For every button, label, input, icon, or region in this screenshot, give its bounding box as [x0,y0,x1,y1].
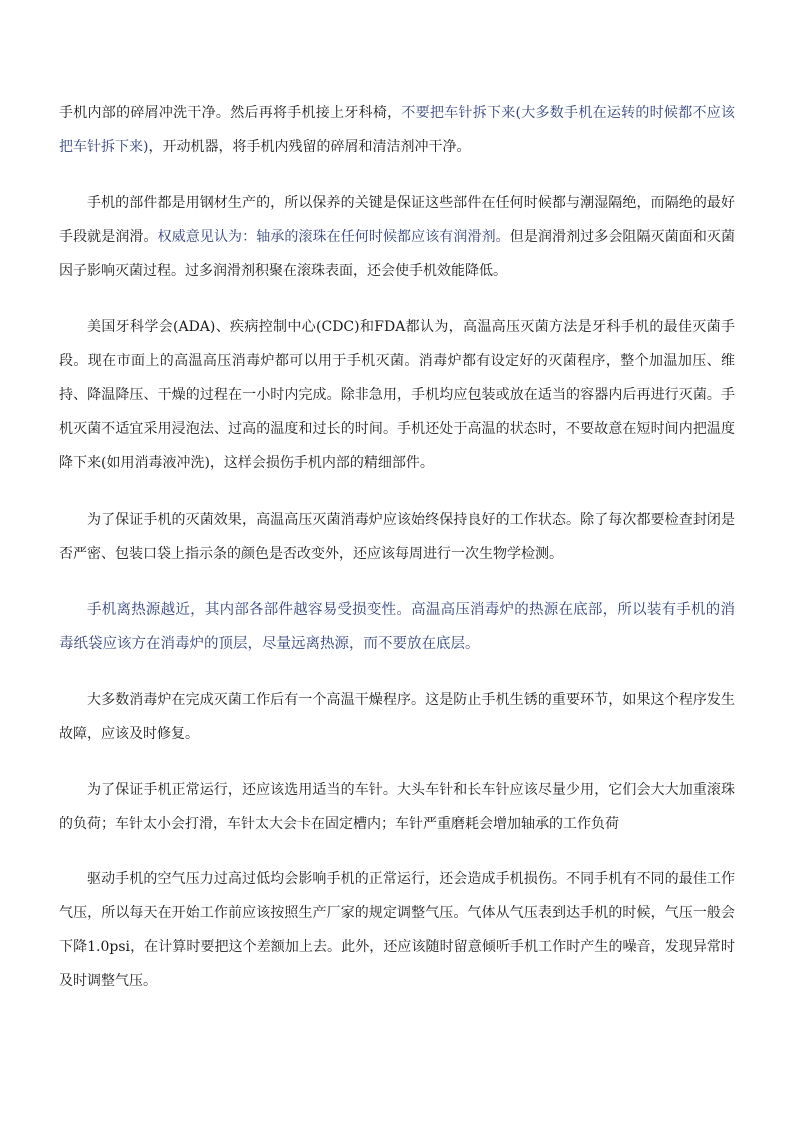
paragraph-rinse-handpiece [59,96,735,164]
highlighted-note-authority: 权威意见认为：轴承的滚珠在任何时候都应该有润滑剂。 [157,229,510,245]
paragraph-lubrication [59,186,735,288]
paragraph-drying-program: 大多数消毒炉在完成灭菌工作后有一个高温干燥程序。这是防止手机生锈的重要环节，如果这个程序发生故障，应该及时修复。 [59,692,735,742]
paragraph-air-pressure: 驱动手机的空气压力过高过低均会影响手机的正常运行，还会造成手机损伤。不同手机有不同的最佳工作气压，所以每天在开始工作前应该按照生产厂家的规定调整气压。气体从气压表到达手机的时候，气压一般会下降1.0psi，在计算时要把这个差额加上去。此外，还应该随时留意倾听手机工作时产生的噪音，发现异常时及时调整气压。 [59,871,735,989]
paragraph-text: 手机内部的碎屑冲洗干净。然后再将手机接上牙科椅， [59,105,402,121]
paragraph-heat-source-note: 手机离热源越近，其内部各部件越容易受损变性。高温高压消毒炉的热源在底部，所以装有手机的消毒纸袋应该方在消毒炉的顶层，尽量远离热源，而不要放在底层。 [59,602,735,652]
paragraph-sterilization-method: 美国牙科学会(ADA)、疾病控制中心(CDC)和FDA都认为，高温高压灭菌方法是牙科手机的最佳灭菌手段。现在市面上的高温高压消毒炉都可以用于手机灭菌。消毒炉都有设定好的灭菌程序，整个加温加压、维持、降温降压、干燥的过程在一小时内完成。除非急用，手机均应包装或放在适当的容器内后再进行灭菌。手机灭菌不适宜采用浸泡法、过高的温度和过长的时间。手机还处于高温的状态时，不要故意在短时间内把温度降下来(如用消毒液冲洗)，这样会损伤手机内部的精细部件。 [59,319,735,471]
paragraph-text: 手机的部件都是用钢材生产的，所以保养的关键是保证这些部件在任何时候都与潮湿隔绝，而隔绝的最好手段就是润滑。 [59,195,735,245]
paragraph-text: ，开动机器，将手机内残留的碎屑和清洁剂冲干净。 [148,139,471,155]
paragraph-sterilizer-maintenance: 为了保证手机的灭菌效果，高温高压灭菌消毒炉应该始终保持良好的工作状态。除了每次都要检查封闭是否严密、包装口袋上指示条的颜色是否改变外，还应该每周进行一次生物学检测。 [59,512,735,562]
highlighted-note-keep-bur: 不要把车针拆下来(大多数手机在运转的时候都不应该把车针拆下来) [59,105,735,155]
paragraph-text: 但是润滑剂过多会阻隔灭菌面和灭菌因子影响灭菌过程。过多润滑剂积聚在滚珠表面，还会使手机效能降低。 [59,229,736,279]
paragraph-bur-selection: 为了保证手机正常运行，还应该选用适当的车针。大头车针和长车针应该尽量少用，它们会大大加重滚珠的负荷；车针太小会打滑，车针太大会卡在固定槽内；车针严重磨耗会增加轴承的工作负荷 [59,782,735,832]
